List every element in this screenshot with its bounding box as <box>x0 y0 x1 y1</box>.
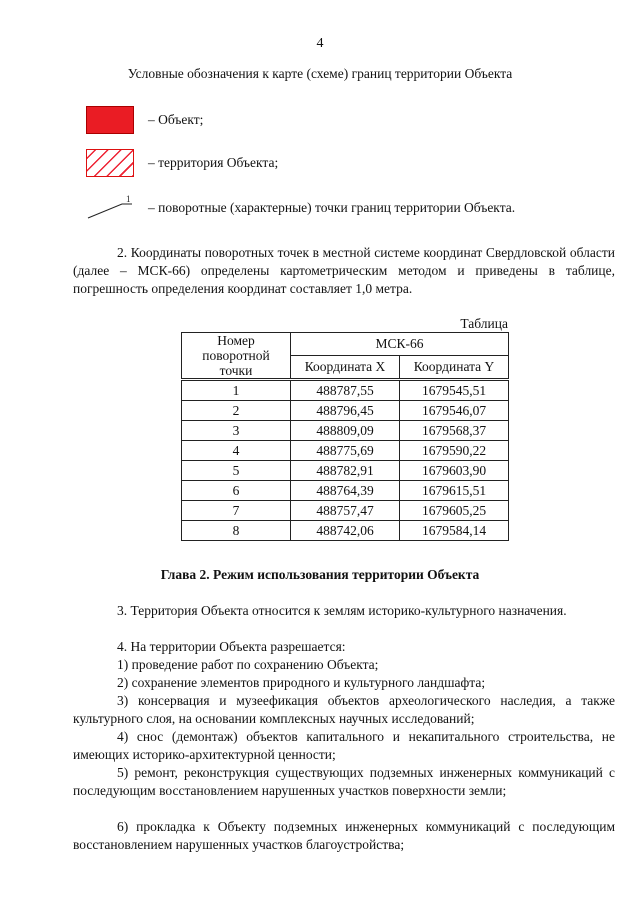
item-permitted-4: 4) снос (демонтаж) объектов капитального и некапитального строительства, не имеющих историко-архитектурной ценности; <box>73 729 615 762</box>
point-number: 4 <box>182 441 291 461</box>
legend-title: Условные обозначения к карте (схеме) границ территории Объекта <box>127 66 513 81</box>
table-row <box>182 441 509 461</box>
coordinate-y: 1679568,37 <box>400 421 509 441</box>
point-number: 5 <box>182 461 291 481</box>
legend-label: – поворотные (характерные) точки границ территории Объекта. <box>148 200 516 215</box>
item-permitted-3: 3) консервация и музеефикация объектов археологического наследия, а также культурного слоя, на основании комплексных научных исследований; <box>73 693 615 726</box>
header-coordinate-system: МСК-66 <box>291 333 509 356</box>
coordinate-x: 488796,45 <box>291 401 400 421</box>
table-caption: Таблица <box>460 316 508 331</box>
table-row <box>182 501 509 521</box>
chapter-title: Глава 2. Режим использования территории Объекта <box>160 567 480 582</box>
item-permitted-5: 5) ремонт, реконструкция существующих подземных инженерных коммуникаций с последующим восстановлением нарушенных участков поверхности земли; <box>73 765 615 798</box>
coordinates-table <box>181 332 509 541</box>
coordinate-y: 1679545,51 <box>400 380 509 401</box>
header-point-number: Номер поворотной точки <box>182 333 291 380</box>
table-row <box>182 481 509 501</box>
coordinate-y: 1679605,25 <box>400 501 509 521</box>
coordinate-y: 1679615,51 <box>400 481 509 501</box>
item-permitted-heading: 4. На территории Объекта разрешается: <box>117 639 346 654</box>
coordinate-x: 488787,55 <box>291 380 400 401</box>
point-number: 3 <box>182 421 291 441</box>
item-land-category: 3. Территория Объекта относится к землям историко-культурного назначения. <box>117 603 567 618</box>
coordinate-y: 1679590,22 <box>400 441 509 461</box>
legend-item-object <box>86 104 203 136</box>
table-row <box>182 421 509 441</box>
point-number: 6 <box>182 481 291 501</box>
coordinate-x: 488809,09 <box>291 421 400 441</box>
table-row <box>182 401 509 421</box>
item-permitted-1: 1) проведение работ по сохранению Объекта; <box>117 657 379 672</box>
coordinate-y: 1679584,14 <box>400 521 509 541</box>
coordinate-x: 488742,06 <box>291 521 400 541</box>
coordinate-x: 488757,47 <box>291 501 400 521</box>
table-row <box>182 380 509 401</box>
table-row <box>182 461 509 481</box>
point-number: 1 <box>182 380 291 401</box>
point-number: 7 <box>182 501 291 521</box>
point-number: 8 <box>182 521 291 541</box>
coordinate-x: 488775,69 <box>291 441 400 461</box>
coordinate-y: 1679546,07 <box>400 401 509 421</box>
table-row <box>182 521 509 541</box>
turning-point-line-icon <box>86 194 134 222</box>
hatched-territory-icon <box>86 149 134 177</box>
coordinate-y: 1679603,90 <box>400 461 509 481</box>
item-permitted-2: 2) сохранение элементов природного и культурного ландшафта; <box>117 675 486 690</box>
page-number: 4 <box>316 36 324 51</box>
turning-point-number: 1 <box>126 194 131 204</box>
legend-label: – Объект; <box>148 112 204 127</box>
object-symbol-icon <box>86 106 134 134</box>
paragraph-coordinates: 2. Координаты поворотных точек в местной системе координат Свердловской области (далее – МСК-66) определены картометрическим методом и приведены в таблице, погрешность определения координат составляет 1,0 метра. <box>73 245 615 296</box>
legend-label: – территория Объекта; <box>148 155 279 170</box>
legend-item-territory <box>86 147 278 179</box>
coordinate-x: 488782,91 <box>291 461 400 481</box>
item-permitted-6: 6) прокладка к Объекту подземных инженерных коммуникаций с последующим восстановлением нарушенных участков благоустройства; <box>73 819 615 852</box>
coordinate-x: 488764,39 <box>291 481 400 501</box>
legend-item-turning-points <box>86 192 515 224</box>
header-x: Координата X <box>291 355 400 379</box>
point-number: 2 <box>182 401 291 421</box>
header-y: Координата Y <box>400 355 509 379</box>
